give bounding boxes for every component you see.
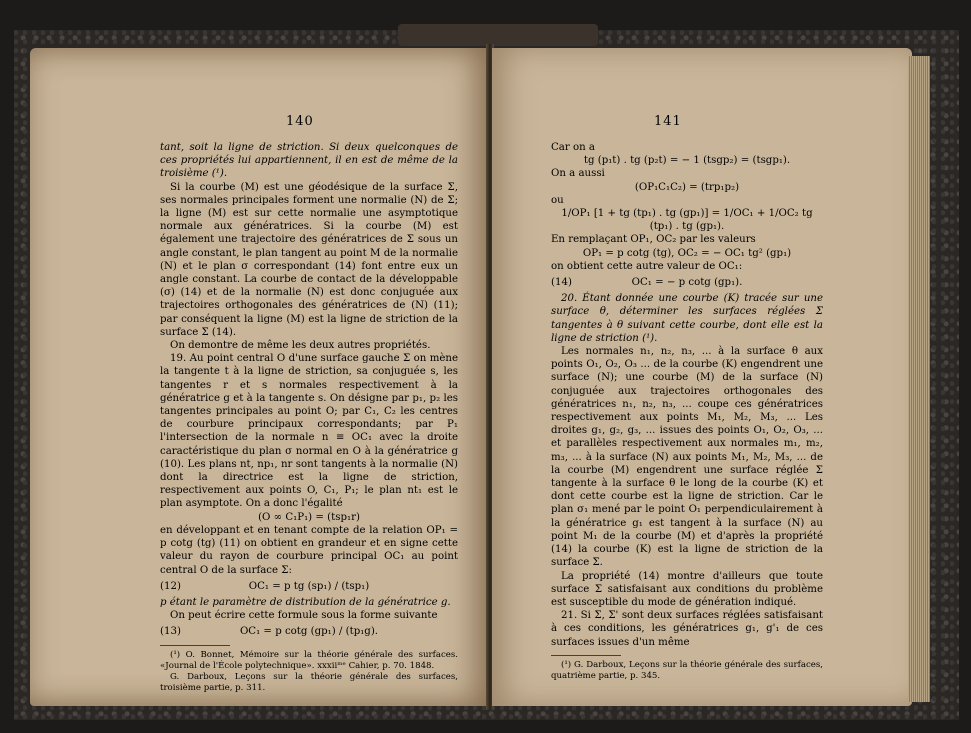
paragraph: Les normales n₁, n₂, n₃, ... à la surface θ aux points O₁, O₂, O₃ ... de la courbe (K) engendrent une surface (N); une courbe (M) de la surface (N) conjuguée aux trajectoires orthogonales des génératrices n₁, n₂, n₃, ... coupe ces génératrices respectivement aux points M₁, M₂, M₃, ... Les droites g₁, g₂, g₃, ... issues des points O₁, O₂, O₃, ... et parallèles respectivement aux normales m₁, m₂, m₃, ... à la surface (N) aux points M₁, M₂, M₃, ... de la courbe (M) engendrent une surface réglée Σ tangente à la surface θ le long de la courbe (K) et dont cette courbe est la ligne de striction. Car le plan σ₁ mené par le point O₁ perpendiculairement à la génératrice g₁ est tangent à la surface (N) au point M₁ de la courbe (M) et d'après la propriété (14) la courbe (K) est la ligne de striction de la surface Σ. xyxy=(551,346,823,569)
left-page-number: 140 xyxy=(286,114,314,129)
equation-number: (14) xyxy=(551,277,572,289)
right-page-number: 141 xyxy=(654,114,682,129)
equation: tg (p₁t) . tg (p₂t) = − 1 (tsgp₂) = (tsgp₁). xyxy=(583,155,791,167)
left-page-text xyxy=(160,141,458,694)
equation: OP₁ = p cotg (tg), OC₂ = − OC₁ tg² (gp₁) xyxy=(582,247,792,259)
footnote: (¹) O. Bonnet, Mémoire sur la théorie générale des surfaces. «Journal de l'École polytechnique». xxxiiᵐᵉ Cahier, p. 70. 1848. xyxy=(160,649,458,671)
footnote-rule xyxy=(160,645,230,646)
equation-body: OC₁ = p tg (sp₁) / (tsp₁) xyxy=(248,580,370,592)
equation-number: (12) xyxy=(160,580,181,592)
section-20: 20. Étant donnée une courbe (K) tracée sur une surface θ, déterminer les surfaces réglées Σ tangentes à θ suivant cette courbe, dont elle est la ligne de striction (¹). xyxy=(551,293,823,344)
text-line: on obtient cette autre valeur de OC₁: xyxy=(551,260,743,272)
equation-13 xyxy=(160,625,458,638)
paragraph: On demontre de même les deux autres propriétés. xyxy=(170,340,431,352)
footnote: (¹) G. Darboux, Leçons sur la théorie générale des surfaces, quatrième partie, p. 345. xyxy=(551,659,823,681)
equation: (OP₁C₁C₂) = (trp₁p₂) xyxy=(634,181,740,193)
paragraph: La propriété (14) montre d'ailleurs que toute surface Σ satisfaisant aux conditions du problème est susceptible du mode de génération indiqué. xyxy=(551,570,823,608)
equation-body: OC₁ = − p cotg (gp₁). xyxy=(631,277,743,289)
paragraph: p étant le paramètre de distribution de la génératrice g. xyxy=(160,596,451,608)
footnote-rule xyxy=(551,655,621,656)
paragraph: tant, soit la ligne de striction. Si deux quelconques de ces propriétés lui appartiennent, il en est de même de la troisième (¹). xyxy=(160,142,458,180)
section-19: 19. Au point central O d'une surface gauche Σ on mène la tangente t à la ligne de striction, sa conjuguée s, les tangentes r et s normales respectivement à la génératrice g et à la tangente s. On désigne par p₁, p₂ les tangentes principales au point O; par C₁, C₂ les centres de courbure principaux correspondants; par P₁ l'intersection de la normale n ≡ OC₁ avec la droite caractéristique du plan σ normal en O à la génératrice g (10). Les plans nt, np₁, nr sont tangents à la normalie (N) dont la directrice est la ligne de striction, respectivement aux points O, C₁, P₁; le plan nt₁ est le plan asymptote. On a donc l'égalité xyxy=(160,353,458,510)
right-page-text xyxy=(551,141,823,682)
book-spine xyxy=(398,24,598,46)
paragraph: On peut écrire cette formule sous la forme suivante xyxy=(170,610,438,622)
equation: (O ∞ C₁P₁) = (tsp₁r) xyxy=(258,511,360,523)
section-21: 21. Si Σ, Σ' sont deux surfaces réglées satisfaisant à ces conditions, les génératrices g₁, g'₁ de ces surfaces issues d'un même xyxy=(551,610,823,648)
equation-12 xyxy=(160,580,458,593)
footnote: G. Darboux, Leçons sur la théorie générale des surfaces, troisième partie, p. 311. xyxy=(160,671,458,693)
equation-body: OC₁ = p cotg (gp₁) / (tp₁g). xyxy=(239,626,379,638)
equation-number: (13) xyxy=(160,626,181,638)
paragraph: en développant et en tenant compte de la relation OP₁ = p cotg (tg) (11) on obtient en grandeur et en signe cette valeur du rayon de courbure principal OC₁ au point central O de la surface Σ: xyxy=(160,524,458,576)
text-line: Car on a xyxy=(551,142,595,153)
text-line: On a aussi xyxy=(551,168,605,180)
paragraph: Si la courbe (M) est une géodésique de la surface Σ, ses normales principales forment une normalie (N) de Σ; la ligne (M) est sur cette normalie une asymptotique normale aux génératrices. Si la courbe (M) est également une trajectoire des génératrices de Σ sous un angle constant, le plan tangent au point M de la normalie (N) et le plan σ correspondant (14) font entre eux un angle constant. La courbe de contact de la développable (σ) (14) et de la normalie (N) est donc conjuguée aux trajectoires orthogonales des génératrices de (N) (11); par conséquent la ligne (M) est la ligne de striction de la surface Σ (14). xyxy=(160,181,458,338)
equation-14 xyxy=(551,276,823,289)
equation: 1/OP₁ [1 + tg (tp₁) . tg (gp₁)] = 1/OC₁ + 1/OC₂ tg (tp₁) . tg (gp₁). xyxy=(561,208,813,233)
page-edges xyxy=(908,56,930,702)
text-line: En remplaçant OP₁, OC₂ par les valeurs xyxy=(551,234,756,246)
text-line: ou xyxy=(551,194,564,206)
